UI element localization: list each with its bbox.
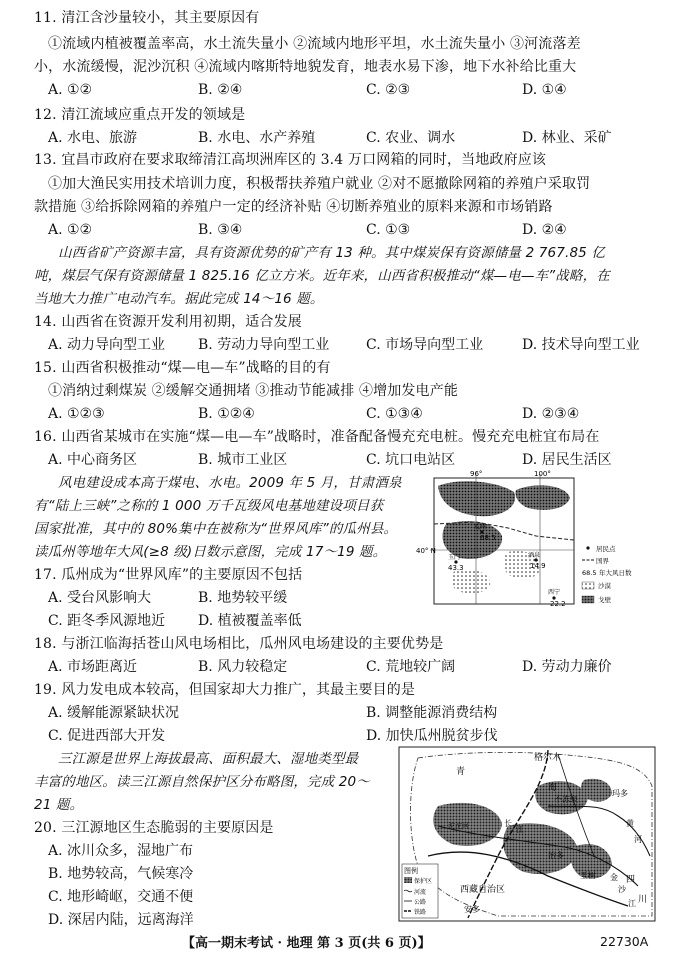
map1-val1: 68.5 <box>480 534 496 542</box>
map1-legend-desert: 沙漠 <box>598 582 611 590</box>
q11-option-b: B. ②④ <box>198 82 243 98</box>
map1-city4: 西宁 <box>548 589 561 596</box>
q12-option-b: B. 水电、水产养殖 <box>198 130 316 146</box>
q14-option-a: A. 动力导向型工业 <box>48 337 166 353</box>
q18-option-a: A. 市场距离近 <box>48 659 138 675</box>
q11-option-c: C. ②③ <box>366 82 411 98</box>
map1-legend-days: 年大风日数 <box>599 569 632 577</box>
q11-option-d: D. ①④ <box>522 82 567 98</box>
q16-option-a: A. 中心商务区 <box>48 452 138 468</box>
q16-stem: 16. 山西省某城市在实施“煤—电—车”战略时，准备配备慢充充电桩。慢充充电桩宜布局在 <box>34 429 600 445</box>
q19-option-b: B. 调整能源消费结构 <box>366 705 498 721</box>
map2-legend2: 河流 <box>414 889 427 896</box>
q17-option-a: A. 受台风影响大 <box>48 590 152 606</box>
sanjiangyuan-map <box>398 746 656 922</box>
q15-stem: 15. 山西省积极推动“煤—电—车”战略的目的有 <box>34 360 331 376</box>
passage2-line2: 有“陆上三峡”之称的 1 000 万千瓦级风电基地建设项目获 <box>34 498 384 514</box>
q13-line2: 款措施 ③给拆除网箱的养殖户一定的经济补贴 ④切断养殖业的原料来源和市场销路 <box>34 199 553 215</box>
map2-place13: 长 <box>504 819 512 828</box>
q13-stem: 13. 宜昌市政府在要求取缔清江高坝洲库区的 3.4 万口网箱的同时，当地政府应该 <box>34 152 547 168</box>
q15-option-a: A. ①②③ <box>48 406 105 422</box>
map2-place14: 江 <box>516 825 524 834</box>
exam-code: 22730A <box>600 934 649 949</box>
map1-val4: 22.2 <box>550 600 566 608</box>
passage1-line1: 山西省矿产资源丰富，具有资源优势的矿产有 13 种。其中煤炭保有资源储量 2 767.85 亿 <box>58 245 606 261</box>
q18-option-c: C. 荒地较广阔 <box>366 659 456 675</box>
q17-option-b: B. 地势较平缓 <box>198 590 288 606</box>
q18-option-b: B. 风力较稳定 <box>198 659 288 675</box>
q11-option-a: A. ①② <box>48 82 93 98</box>
q13-option-b: B. ③④ <box>198 222 243 238</box>
q12-option-c: C. 农业、调水 <box>366 130 456 146</box>
q17-option-c: C. 距冬季风源地近 <box>48 613 166 629</box>
passage3-line1: 三江源是世界上海拔最高、面积最大、湿地类型最 <box>58 751 359 767</box>
q14-option-b: B. 劳动力导向型工业 <box>198 337 330 353</box>
map2-place18: 沙 <box>618 885 626 894</box>
q17-option-d: D. 植被覆盖率低 <box>198 613 302 629</box>
q16-option-c: C. 坑口电站区 <box>366 452 456 468</box>
q13-line1: ①加大渔民实用技术培训力度，积极帮扶养殖户就业 ②对不愿撤除网箱的养殖户采取罚 <box>48 176 591 192</box>
map1-city2: 玉门 <box>448 554 461 561</box>
q12-stem: 12. 清江流域应重点开发的领域是 <box>34 107 246 123</box>
q13-option-a: A. ①② <box>48 222 93 238</box>
map1-legend-settlement: 居民点 <box>596 545 616 553</box>
passage2-line3: 国家批准，其中的 80%集中在被称为“世界风库”的瓜州县。 <box>34 521 398 537</box>
q20-option-d: D. 深居内陆，远离海洋 <box>48 912 194 928</box>
map2-place16: 河 <box>634 835 642 844</box>
map1-legend-border: 国界 <box>596 557 609 565</box>
q14-option-d: D. 技术导向型工业 <box>522 337 640 353</box>
map2-legend4: 铁路 <box>414 909 427 916</box>
passage3-line2: 丰富的地区。读三江源自然保护区分布略图，完成 20～ <box>34 774 370 790</box>
q16-option-d: D. 居民生活区 <box>522 452 612 468</box>
passage2-line1: 风电建设成本高于煤电、水电。2009 年 5 月，甘肃酒泉 <box>58 475 402 491</box>
q15-line1: ①消纳过剩煤炭 ②缓解交通拥堵 ③推动节能减排 ④增加发电产能 <box>48 383 458 399</box>
q18-option-d: D. 劳动力廉价 <box>522 659 612 675</box>
map1-val3: 14.9 <box>530 562 546 570</box>
passage1-line2: 吨，煤层气保有资源储量 1 825.16 亿立方米。近年来，山西省积极推动“煤—电—车”战略，在 <box>34 268 610 284</box>
map2-place8: 玉树 <box>580 871 596 880</box>
map1-lon2: 100° <box>534 470 551 478</box>
q16-option-b: B. 城市工业区 <box>198 452 288 468</box>
map1-city3: 酒泉 <box>528 552 541 559</box>
passage1-line3: 当地大力推广电动汽车。据此完成 14～16 题。 <box>34 291 324 307</box>
q13-option-c: C. ①③ <box>366 222 411 238</box>
map1-legend-gobi: 戈壁 <box>598 596 611 604</box>
q20-option-b: B. 地势较高，气候寒冷 <box>48 866 194 882</box>
q11-line1: ①流域内植被覆盖率高，水土流失量小 ②流域内地形平坦，水土流失量小 ③河流落差 <box>48 36 581 52</box>
map1-lat: 40° N <box>416 547 436 555</box>
map2-place3: 海 <box>548 783 558 793</box>
map2-place6: 沱沱河 <box>448 822 469 830</box>
map2-place12: 川 <box>638 895 648 905</box>
passage3-line3: 21 题。 <box>34 797 84 813</box>
q15-option-c: C. ①③④ <box>366 406 423 422</box>
q13-option-d: D. ②④ <box>522 222 567 238</box>
map2-legend-title: 图例 <box>404 867 418 875</box>
map2-place19: 江 <box>628 899 636 908</box>
q17-stem: 17. 瓜州成为“世界风库”的主要原因不包括 <box>34 567 303 583</box>
map2-place15: 黄 <box>626 819 634 828</box>
map2-place5: 玛多 <box>612 789 628 798</box>
q11-stem: 11. 清江含沙量较小，其主要原因有 <box>34 10 260 26</box>
q19-option-d: D. 加快瓜州脱贫步伐 <box>366 728 498 744</box>
q19-option-c: C. 促进西部大开发 <box>48 728 166 744</box>
map2-legend1: 保护区 <box>414 878 433 885</box>
q11-line2: 小，水流缓慢，泥沙沉积 ④流域内喀斯特地貌发育，地表水易下渗，地下水补给比重大 <box>34 59 577 75</box>
map2-place17: 金 <box>610 873 618 882</box>
map2-place11: 四 <box>626 875 636 885</box>
map2-place7: 治多 <box>548 851 564 860</box>
map2-place2: 青 <box>456 767 466 777</box>
passage2-line4: 读瓜州等地年大风(≥8 级)日数示意图，完成 17～19 题。 <box>34 544 387 560</box>
map1-city1: 瓜州 <box>474 524 487 531</box>
map2-legend3: 公路 <box>414 899 427 906</box>
map1-legend-days-num: 68.5 <box>582 569 597 577</box>
wind-days-map <box>416 466 656 616</box>
q14-stem: 14. 山西省在资源开发利用初期，适合发展 <box>34 314 302 330</box>
q12-option-a: A. 水电、旅游 <box>48 130 138 146</box>
q20-option-a: A. 冰川众多，湿地广布 <box>48 843 194 859</box>
q15-option-d: D. ②③④ <box>522 406 580 422</box>
map2-place10: 安多 <box>464 905 480 914</box>
map2-place4: 不冻泉 <box>554 795 578 804</box>
map2-place1: 格尔木 <box>534 753 562 763</box>
page-footer: 【高一期末考试 · 地理 第 3 页(共 6 页)】 <box>182 936 431 951</box>
q20-stem: 20. 三江源地区生态脆弱的主要原因是 <box>34 820 274 836</box>
map1-legend <box>582 544 632 604</box>
q19-stem: 19. 风力发电成本较高，但国家却大力推广，其最主要目的是 <box>34 682 416 698</box>
map1-lon1: 96° <box>470 470 483 478</box>
q19-option-a: A. 缓解能源紧缺状况 <box>48 705 180 721</box>
map2-legend <box>402 864 438 918</box>
map2-place9: 西藏自治区 <box>460 885 506 895</box>
q20-option-c: C. 地形崎岖，交通不便 <box>48 889 194 905</box>
map1-val2: 43.3 <box>448 564 464 572</box>
q18-stem: 18. 与浙江临海括苍山风电场相比，瓜州风电场建设的主要优势是 <box>34 636 444 652</box>
q12-option-d: D. 林业、采矿 <box>522 130 612 146</box>
q14-option-c: C. 市场导向型工业 <box>366 337 484 353</box>
q15-option-b: B. ①②④ <box>198 406 255 422</box>
